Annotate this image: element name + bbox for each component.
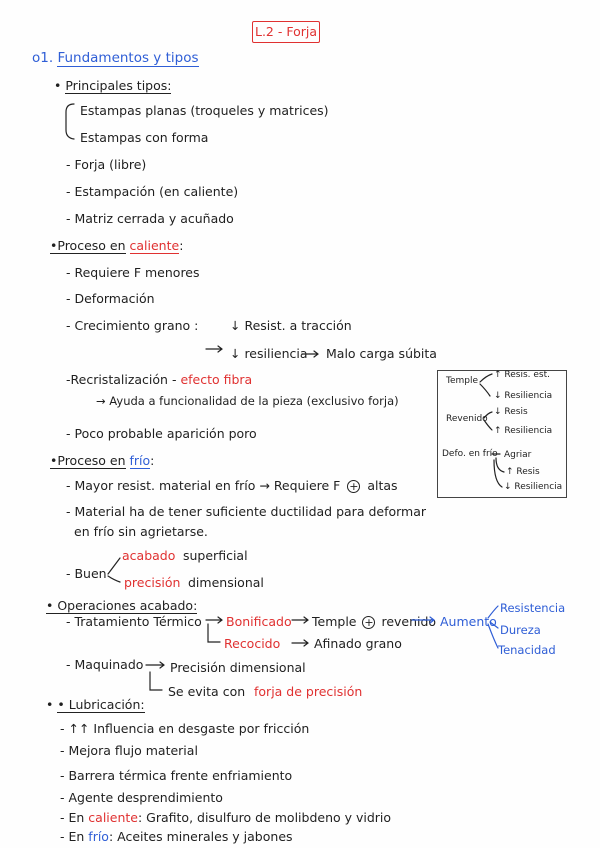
ayuda-line: → Ayuda a funcionalidad de la pieza (exclusivo forja): [96, 394, 399, 408]
buen-label: - Buen: [66, 566, 107, 581]
buen-a2-red: precisión: [124, 575, 181, 590]
side-d1: Agriar: [504, 450, 532, 460]
efecto-fibra: efecto fibra: [180, 372, 253, 387]
arrow-aumento: [412, 617, 434, 623]
buen-a1-rest: superficial: [183, 548, 248, 563]
buen-fork: [108, 558, 120, 582]
lubricacion-heading: • • Lubricación:: [46, 697, 145, 712]
caliente-word: caliente: [129, 238, 180, 253]
caliente-item: - Deformación: [66, 291, 155, 306]
maq-hook: [150, 672, 162, 690]
side-r1: ↓ Resis: [494, 407, 528, 417]
tt-label: - Tratamiento Térmico: [66, 614, 202, 629]
tipos-bracket: [66, 104, 74, 139]
lub-item: - Agente desprendimiento: [60, 790, 223, 805]
side-d3: ↓ Resiliencia: [504, 482, 563, 492]
res-dureza: Dureza: [500, 623, 541, 637]
lub-caliente: - En caliente: Grafito, disulfuro de molibdeno y vidrio: [60, 810, 392, 825]
res-resistencia: Resistencia: [500, 601, 566, 615]
maq-precision: Precisión dimensional: [170, 660, 306, 675]
frio-item2-line2: en frío sin agrietarse.: [74, 524, 208, 539]
recocido-hook: [208, 624, 220, 642]
page-title: L.2 - Forja: [252, 21, 320, 43]
crecimiento-r1: ↓ Resist. a tracción: [230, 318, 352, 333]
section-number: o1.: [32, 50, 54, 66]
tt-temple: Temple + revenido: [312, 614, 437, 629]
side-rev-fork: [484, 412, 492, 430]
crecimiento-label: - Crecimiento grano :: [66, 318, 199, 333]
arrow-r2: [206, 346, 222, 352]
lub-item: - Barrera térmica frente enfriamiento: [60, 768, 293, 783]
buen-a1-red: acabado: [122, 548, 176, 563]
aumento: Aumento: [440, 614, 497, 629]
arrow-bon: [206, 617, 222, 623]
frio-word: frío: [129, 453, 151, 468]
side-r2: ↑ Resiliencia: [494, 426, 553, 436]
maq-label: - Maquinado: [66, 657, 144, 672]
arrow-maq: [146, 662, 164, 668]
tipo-item: - Estampación (en caliente): [66, 184, 239, 199]
recocido: Recocido: [224, 636, 281, 651]
side-revenido: Revenido: [446, 414, 488, 424]
side-t2: ↓ Resiliencia: [494, 391, 553, 401]
side-t1: ↑ Resis. est.: [494, 370, 551, 380]
tipo-item: - Matriz cerrada y acuñado: [66, 211, 234, 226]
maq-evita: Se evita con: [168, 684, 246, 699]
crecimiento-r2: ↓ resiliencia: [230, 346, 308, 361]
lub-item: - ↑↑ Influencia en desgaste por fricción: [60, 721, 310, 736]
buen-a2-rest: dimensional: [188, 575, 264, 590]
tipo-item: - Forja (libre): [66, 157, 147, 172]
operaciones-heading: • Operaciones acabado:: [46, 598, 198, 613]
lub-item: - Mejora flujo material: [60, 743, 198, 758]
aumento-fork: [488, 606, 498, 648]
caliente-item: - Requiere F menores: [66, 265, 200, 280]
caliente-heading: •Proceso en caliente:: [50, 238, 184, 253]
poro-line: - Poco probable aparición poro: [66, 426, 257, 441]
side-temple-fork: [480, 374, 492, 396]
forja-precision: forja de precisión: [254, 684, 363, 699]
arrow-temple: [292, 617, 308, 623]
res-tenacidad: Tenacidad: [498, 643, 556, 657]
side-temple: Temple: [446, 376, 479, 386]
side-defo-fork: [492, 454, 504, 487]
section-title: Fundamentos y tipos: [57, 50, 199, 66]
lub-frio: - En frío: Aceites minerales y jabones: [60, 829, 293, 844]
afinado: Afinado grano: [314, 636, 402, 651]
side-defo: Defo. en frío: [442, 449, 498, 459]
bonificado: Bonificado: [226, 614, 292, 629]
crecimiento-r3: Malo carga súbita: [326, 346, 437, 361]
arrow-r3: [302, 351, 318, 357]
tipos-heading: • Principales tipos:: [54, 78, 172, 93]
frio-item2-line1: - Material ha de tener suficiente ductilidad para deformar: [66, 504, 427, 519]
arrow-afinado: [292, 640, 308, 646]
recrist-line: -Recristalización - efecto fibra: [66, 372, 253, 387]
tipo-item: Estampas planas (troqueles y matrices): [80, 103, 329, 118]
side-d2: ↑ Resis: [506, 467, 540, 477]
tipo-item: Estampas con forma: [80, 130, 209, 145]
frio-item1: - Mayor resist. material en frío → Requiere F + altas: [66, 478, 398, 493]
frio-heading: •Proceso en frío:: [50, 453, 155, 468]
